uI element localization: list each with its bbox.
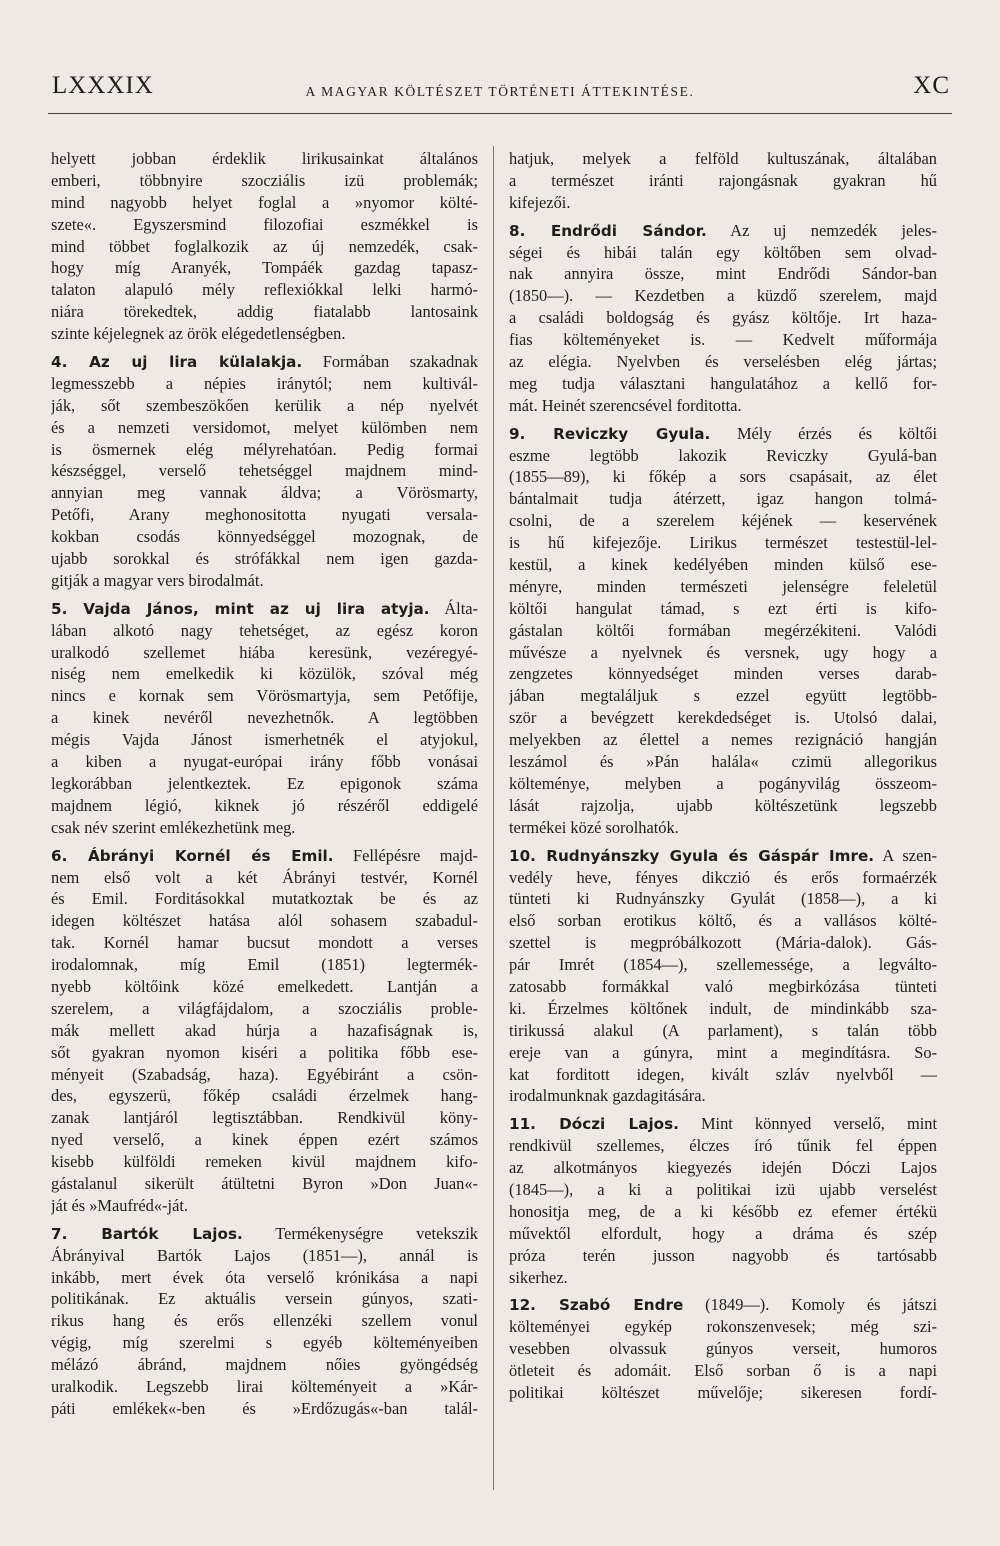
line-text: hatjuk, melyek a felföld kultuszának, általában (509, 149, 937, 168)
line-text: irodalmunknak gazdagitására. (509, 1086, 706, 1106)
line-text: (1845—), a ki a politikai izü ujabb verselést (509, 1179, 937, 1199)
text-line (509, 685, 937, 707)
text-line (509, 1245, 937, 1267)
line-text: kifejezői. (509, 192, 571, 212)
text-line (51, 504, 478, 526)
line-text: nyed verselő, a kinek éppen ezért számos (51, 1130, 478, 1150)
section-heading-line (51, 845, 478, 867)
text-line (51, 1310, 478, 1332)
text-line (51, 795, 478, 817)
text-line (509, 1338, 937, 1360)
line-text: kat forditott idegen, kivált szláv nyelvből — (509, 1064, 937, 1084)
section-heading: 6. Ábrányi Kornél és Emil. (51, 846, 334, 865)
text-line (51, 1085, 478, 1107)
line-text: az alkotmányos kiegyezés idején Dóczi Lajos (509, 1158, 937, 1178)
text-line (51, 685, 478, 707)
left-text-column (51, 148, 478, 1420)
section-heading: 12. Szabó Endre (509, 1296, 684, 1315)
text-line (509, 532, 937, 554)
line-text: csak név szerint emlékezhetünk meg. (51, 817, 296, 837)
line-text: kisebb külföldi remeken kivül majdnem kifo- (51, 1152, 478, 1172)
line-text: nyebb költőink közé emelkedett. Lantján a (51, 976, 478, 996)
line-text: niség nem emelkedik ki közülök, szóval még (51, 664, 478, 684)
text-line (509, 351, 937, 373)
line-text: ereje van a gúnyra, mint a megindításra. So- (509, 1042, 937, 1062)
line-text: mégis Vajda Jánost ismerhetnék el atyjokul, (51, 730, 478, 750)
text-line (509, 751, 937, 773)
line-text: művektől elfordult, hogy a dráma és szép (509, 1223, 937, 1243)
text-line (51, 817, 478, 839)
section-heading-line (51, 1223, 478, 1245)
line-text: Álta- (429, 598, 478, 618)
text-line (509, 817, 937, 839)
right-text-column (509, 148, 937, 1404)
text-line (51, 1173, 478, 1195)
line-text: a kiben a nyugat-európai irány főbb vonásai (51, 752, 478, 772)
text-line (509, 910, 937, 932)
text-line (51, 279, 478, 301)
text-line (51, 148, 478, 170)
line-text: idegen költészet hatása alól sohasem szabadul- (51, 911, 478, 931)
line-text: nincs e kornak sem Vörösmartyja, sem Petőfije, (51, 686, 478, 706)
section-heading-line (509, 1294, 937, 1316)
line-text: lását rajzolja, ujabb költészetünk legszebb (509, 795, 937, 815)
line-text: gástalanul sikerült átültetni Byron »Don Juan«- (51, 1173, 478, 1193)
text-line (509, 242, 937, 264)
section-heading-line (509, 423, 937, 445)
line-text: végig, míg szerelmi s egyéb költeményeiben (51, 1333, 478, 1353)
text-line (51, 932, 478, 954)
text-line (509, 1042, 937, 1064)
line-text: rikus hang és erős ellenzéki szellem vonul (51, 1311, 478, 1331)
line-text: az elégia. Nyelvben és verselésben elég jártas; (509, 352, 937, 372)
text-line (509, 663, 937, 685)
section-heading: 7. Bartók Lajos. (51, 1224, 243, 1243)
line-text: A szen- (874, 845, 937, 865)
line-text: is hű kifejezője. Lirikus természet testestül-lel- (509, 533, 937, 553)
text-line (51, 773, 478, 795)
line-text: Termékenységre vetekszik (242, 1223, 478, 1243)
text-line (51, 1354, 478, 1376)
text-line (51, 460, 478, 482)
text-line (51, 236, 478, 258)
line-text: Petőfi, Arany meghonositotta nyugati versala- (51, 505, 478, 525)
line-text: vesebben olvassuk gúnyos verseit, humoros (509, 1339, 937, 1359)
line-text: eszme legtöbb lakozik Reviczky Gyulá-ban (509, 445, 937, 465)
text-line (51, 482, 478, 504)
line-text: Ábrányival Bartók Lajos (1851—), annál is (51, 1245, 478, 1265)
line-text: termékei közé sorolhatók. (509, 817, 679, 837)
text-line (51, 976, 478, 998)
text-line (509, 932, 937, 954)
line-text: ményeit (Szabadság, haza). Egyébiránt a csön- (51, 1064, 478, 1084)
text-line (509, 1064, 937, 1086)
text-line (51, 663, 478, 685)
left-page-number: LXXXIX (52, 72, 154, 99)
text-line (51, 1195, 478, 1217)
line-text: készséggel, verselő tehetséggel majdnem mind- (51, 461, 478, 481)
line-text: legmesszebb a népies iránytól; nem kultivál- (51, 373, 478, 393)
right-page-number: XC (913, 72, 950, 99)
text-line (51, 888, 478, 910)
text-line (51, 1267, 478, 1289)
line-text: (1849—). Komoly és játszi (683, 1295, 937, 1315)
line-text: mát. Heinét szerencsével forditotta. (509, 395, 742, 415)
text-line (509, 170, 937, 192)
text-line (51, 214, 478, 236)
line-text: honositja meg, de a ki később ez efemer értékü (509, 1201, 937, 1221)
line-text: niára törekedtek, addig fiatalabb lantosaink (51, 302, 478, 322)
text-line (509, 445, 937, 467)
line-text: gástalan költői formában megérzékiteni. Valódi (509, 620, 937, 640)
line-text: páti emlékek«-ben és »Erdőzugás«-ban talál- (51, 1398, 478, 1418)
text-line (51, 170, 478, 192)
line-text: ujabb sorokkal és strófákkal nem igen gazda- (51, 549, 478, 569)
text-line (51, 257, 478, 279)
text-line (51, 1376, 478, 1398)
line-text: talaton alapuló mély reflexiókkal lelki harmó- (51, 280, 478, 300)
line-text: hogy míg Aranyék, Tompáék gazdag tapasz- (51, 258, 478, 278)
text-line (509, 1316, 937, 1338)
line-text: leszámol és »Pán halála« czimü allegorikus (509, 752, 937, 772)
column-divider (493, 146, 494, 1490)
section-heading-line (509, 845, 937, 867)
text-line (509, 1360, 937, 1382)
text-line (51, 1245, 478, 1267)
text-line (509, 867, 937, 889)
line-text: mélázó ábránd, majdnem nőies gyöngédség (51, 1355, 478, 1375)
line-text: ják, sőt szembeszökően kerülik a nép nyelvét (51, 395, 478, 415)
text-line (509, 148, 937, 170)
text-line (51, 301, 478, 323)
text-line (51, 1288, 478, 1310)
line-text: Mint könnyed verselő, mint (678, 1114, 937, 1134)
line-text: a természet iránti rajongásnak gyakran hű (509, 170, 937, 190)
text-line (509, 795, 937, 817)
text-line (509, 642, 937, 664)
line-text: irodalomnak, míg Emil (1851) legtermék- (51, 955, 478, 975)
text-line (509, 576, 937, 598)
line-text: meg tudja választani hangulatához a kellő for- (509, 373, 937, 393)
text-line (509, 976, 937, 998)
line-text: próza terén jusson nagyobb és tartósabb (509, 1245, 937, 1265)
line-text: mind többet foglalkozik az új nemzedék, csak- (51, 236, 478, 256)
text-line (51, 998, 478, 1020)
text-line (509, 1267, 937, 1289)
line-text: művésze a nyelvnek és versnek, ugy hogy a (509, 642, 937, 662)
text-line (51, 570, 478, 592)
text-line (51, 1129, 478, 1151)
line-text: Mély érzés és költői (710, 423, 937, 443)
section-heading: 5. Vajda János, mint az uj lira atyja. (51, 599, 430, 618)
text-line (51, 192, 478, 214)
text-line (509, 488, 937, 510)
line-text: csolni, de a szerelem kéjének — keservének (509, 511, 937, 531)
line-text: sikerhez. (509, 1267, 568, 1287)
text-line (509, 395, 937, 417)
line-text: a kinek nevéről nevezhetnők. A legtöbben (51, 708, 478, 728)
line-text: ményre, minden természeti jelenségre feleletül (509, 576, 937, 596)
line-text: gitják a magyar vers birodalmát. (51, 570, 264, 590)
line-text: zanak lantjáról legtisztábban. Rendkivül köny- (51, 1108, 478, 1128)
text-line (509, 1382, 937, 1404)
text-line (509, 707, 937, 729)
line-text: majdnem légió, kiknek jó részéről eddigelé (51, 795, 478, 815)
section-heading-line (509, 220, 937, 242)
line-text: szettel is megpróbálkozott (Mária-dalok). Gás- (509, 933, 937, 953)
text-line (51, 1107, 478, 1129)
text-line (509, 954, 937, 976)
line-text: költői hangulat támad, s ezt érti is kifo- (509, 598, 937, 618)
text-line (509, 1223, 937, 1245)
line-text: rendkivül szellemes, élczes író tűnik fel éppen (509, 1136, 937, 1156)
text-line (51, 1064, 478, 1086)
text-line (51, 642, 478, 664)
text-line (509, 329, 937, 351)
text-line (509, 307, 937, 329)
page-header (48, 72, 952, 112)
line-text: sőt gyakran nyomon kiséri a politika főbb ese- (51, 1042, 478, 1062)
text-line (509, 466, 937, 488)
text-line (51, 1398, 478, 1420)
text-line (51, 954, 478, 976)
line-text: nem első volt a két Ábrányi testvér, Kornél (51, 867, 478, 887)
line-text: jában megtaláljuk s ezzel együtt legtöbb- (509, 686, 937, 706)
line-text: uralkodó szellemet hiába keresünk, vezéregyé- (51, 642, 478, 662)
line-text: melyekben az élettel a nemes rezignáció hangján (509, 730, 937, 750)
line-text: ségei és hibái talán egy költőben sem olvad- (509, 242, 937, 262)
text-line (509, 1201, 937, 1223)
text-line (509, 1157, 937, 1179)
line-text: zatosabb formákkal való megbirkózása tünteti (509, 976, 937, 996)
line-text: legkorábban jelentkeztek. Ez epigonok száma (51, 773, 478, 793)
text-line (51, 1151, 478, 1173)
line-text: fias költeményeket is. — Kedvelt műformája (509, 330, 937, 350)
text-line (509, 729, 937, 751)
section-heading: 4. Az uj lira külalakja. (51, 353, 303, 372)
text-line (509, 510, 937, 532)
line-text: tak. Kornél hamar bucsut mondott a verses (51, 933, 478, 953)
line-text: vedély heve, fényes dikczió és erős formaérzék (509, 867, 937, 887)
line-text: költeményei egykép rokonszenvesek; még szi- (509, 1317, 937, 1337)
text-line (51, 620, 478, 642)
line-text: des, egyszerü, főkép családi érzelmek hang- (51, 1086, 478, 1106)
text-line (509, 888, 937, 910)
line-text: ször a bevégzett kerekdedséget is. Utolsó dalai, (509, 708, 937, 728)
line-text: ját és »Maufréd«-ját. (51, 1195, 188, 1215)
text-line (51, 439, 478, 461)
line-text: emberi, többnyire szocziális izü problemák; (51, 170, 478, 190)
line-text: mind nagyobb helyet foglal a »nyomor költé- (51, 192, 478, 212)
header-rule (48, 113, 952, 114)
line-text: költeménye, melyben a pogányvilág összeom- (509, 773, 937, 793)
running-title: A MAGYAR KÖLTÉSZET TÖRTÉNETI ÁTTEKINTÉSE. (305, 84, 695, 99)
text-line (51, 417, 478, 439)
line-text: és Emil. Forditásokkal mutatkoztak be és az (51, 889, 478, 909)
line-text: Formában szakadnak (302, 352, 478, 372)
line-text: és a nemzeti versidomot, melyet külömben nem (51, 417, 478, 437)
text-line (51, 395, 478, 417)
text-line (509, 1020, 937, 1042)
text-line (509, 263, 937, 285)
text-line (51, 548, 478, 570)
section-heading: 10. Rudnyánszky Gyula és Gáspár Imre. (509, 846, 875, 865)
line-text: helyett jobban érdeklik lirikusainkat általános (51, 149, 478, 168)
text-line (509, 773, 937, 795)
section-heading-line (51, 351, 478, 373)
text-line (509, 192, 937, 214)
line-text: ötleteit és adomáit. Első sorban ő is a napi (509, 1361, 937, 1381)
line-text: Az uj nemzedék jeles- (706, 220, 937, 240)
line-text: uralkodik. Legszebb lirai költeményeit a »Kár- (51, 1376, 478, 1396)
text-line (509, 373, 937, 395)
text-line (51, 373, 478, 395)
text-line (51, 729, 478, 751)
text-line (51, 323, 478, 345)
text-line (51, 526, 478, 548)
line-text: politikának. Ez aktuális versein gúnyos, szati- (51, 1289, 478, 1309)
text-line (509, 1085, 937, 1107)
line-text: nak annyira össze, mint Endrődi Sándor-ban (509, 264, 937, 284)
line-text: bántalmait tudja átérzett, igaz hangon tolmá- (509, 489, 937, 509)
text-line (509, 620, 937, 642)
line-text: zengzetes könnyedséget minden verses darab- (509, 664, 937, 684)
line-text: Fellépésre majd- (333, 845, 478, 865)
line-text: szete«. Egyszersmind filozofiai eszmékkel is (51, 214, 478, 234)
line-text: pár Imrét (1854—), szellemessége, a legválto- (509, 955, 937, 975)
line-text: (1850—). — Kezdetben a küzdő szerelem, majd (509, 286, 937, 306)
text-line (51, 910, 478, 932)
line-text: mák mellett akad húrja a hazafiságnak is, (51, 1020, 478, 1040)
line-text: kokban csodás könnyedséggel mozognak, de (51, 527, 478, 547)
line-text: ki. Érzelmes költőnek indult, de mindinkább sza- (509, 998, 937, 1018)
section-heading: 9. Reviczky Gyula. (509, 424, 711, 443)
line-text: szinte kéjelegnek az örök elégedetlenségben. (51, 324, 346, 344)
line-text: tirikussá alakul (A parlament), s talán több (509, 1020, 937, 1040)
section-heading-line (509, 1113, 937, 1135)
text-line (51, 707, 478, 729)
text-line (51, 867, 478, 889)
line-text: (1855—89), ki főkép a sors csapásait, az élet (509, 467, 937, 487)
text-line (509, 998, 937, 1020)
line-text: első sorban erotikus költő, és a vallásos költé- (509, 911, 937, 931)
line-text: annyian meg vannak áldva; a Vörösmarty, (51, 483, 478, 503)
text-line (51, 751, 478, 773)
text-line (509, 1135, 937, 1157)
section-heading: 11. Dóczi Lajos. (509, 1115, 679, 1134)
line-text: inkább, mert évek óta verselő krónikása a napi (51, 1267, 478, 1287)
text-line (509, 1179, 937, 1201)
line-text: politikai költészet művelője; sikeresen fordí- (509, 1382, 937, 1402)
line-text: a családi boldogság és gyász költője. Irt haza- (509, 308, 937, 328)
text-line (509, 285, 937, 307)
line-text: kestül, a kinek kedélyében minden külső ese- (509, 555, 937, 575)
section-heading-line (51, 598, 478, 620)
text-line (51, 1042, 478, 1064)
section-heading: 8. Endrődi Sándor. (509, 221, 707, 240)
text-line (509, 598, 937, 620)
line-text: lában alkotó nagy tehetséget, az egész koron (51, 620, 478, 640)
line-text: tünteti ki Rudnyánszky Gyulát (1858—), a ki (509, 889, 937, 909)
text-line (509, 554, 937, 576)
line-text: szerelem, a világfájdalom, a szocziális proble- (51, 998, 478, 1018)
line-text: is ösmernek elég mélyrehatóan. Pedig formai (51, 439, 478, 459)
text-line (51, 1332, 478, 1354)
text-line (51, 1020, 478, 1042)
